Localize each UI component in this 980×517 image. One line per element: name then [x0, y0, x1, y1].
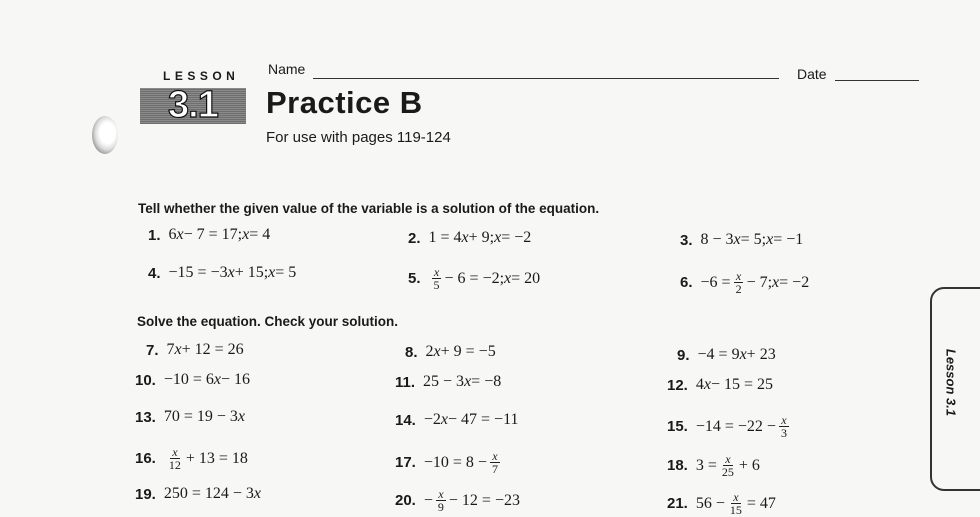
equation-text: − 47 = −11	[448, 411, 519, 428]
lesson-number: 3.1	[168, 84, 218, 126]
problem-number: 16.	[135, 450, 156, 467]
equation-text: − 12 = −23	[448, 491, 520, 509]
variable: x	[253, 485, 262, 502]
problem-10	[135, 371, 250, 389]
equation-text: − 15 = 25	[710, 376, 774, 393]
variable: x	[772, 273, 780, 291]
problem-13	[135, 408, 245, 426]
variable: x	[461, 229, 469, 246]
equation-text: + 13 = 18	[185, 449, 248, 467]
problem-number: 4.	[148, 264, 161, 282]
date-field-line[interactable]	[835, 80, 919, 81]
fraction-numerator: x	[438, 487, 444, 501]
problem-number: 7.	[146, 341, 159, 359]
equation	[426, 343, 496, 361]
equation-text: 70 = 19 − 3	[163, 408, 238, 425]
equation	[429, 229, 532, 247]
equation	[429, 266, 541, 291]
problem-number: 12.	[667, 376, 688, 394]
equation	[698, 346, 776, 364]
equation	[164, 408, 245, 426]
binder-hole-icon	[92, 116, 118, 154]
equation-text: 8 − 3	[700, 231, 734, 248]
equation	[696, 414, 792, 439]
variable: x	[268, 264, 276, 281]
problem-8	[405, 343, 496, 361]
fraction	[734, 270, 744, 295]
equation-text: 25 − 3	[423, 373, 465, 390]
equation	[167, 341, 244, 359]
variable: x	[494, 229, 502, 246]
problem-1	[148, 226, 270, 244]
equation	[423, 373, 501, 391]
equation-text: = 5	[275, 264, 297, 281]
equation	[164, 485, 261, 503]
variable: x	[733, 231, 741, 248]
problem-15	[667, 414, 792, 439]
equation-text: + 23	[746, 346, 776, 363]
problem-2	[408, 229, 531, 247]
variable: x	[213, 371, 222, 388]
variable: x	[242, 226, 250, 243]
equation-text: 2	[425, 343, 434, 360]
equation-text: 3 =	[695, 456, 717, 474]
equation-text: − 7 = 17;	[183, 226, 243, 243]
section1-instruction: Tell whether the given value of the variable is a solution of the equation.	[138, 201, 600, 216]
equation-text: −	[423, 491, 433, 509]
fraction-numerator: x	[733, 490, 739, 504]
fraction-denominator: 15	[729, 503, 742, 517]
fraction-numerator: x	[433, 265, 440, 279]
equation	[696, 376, 773, 394]
problem-number: 21.	[667, 495, 688, 512]
problem-number: 10.	[135, 371, 156, 389]
problem-7	[146, 341, 244, 359]
problem-number: 19.	[135, 485, 156, 503]
equation-text: −14 = −22 −	[695, 417, 776, 435]
problem-number: 18.	[667, 457, 688, 474]
variable: x	[227, 264, 235, 281]
fraction	[779, 414, 789, 439]
equation-text: = −2	[501, 229, 532, 246]
problem-9	[677, 346, 776, 364]
variable: x	[464, 373, 472, 390]
equation	[169, 264, 297, 282]
problem-3	[680, 231, 803, 249]
fraction-denominator: 25	[721, 465, 734, 479]
fraction-denominator: 5	[433, 278, 440, 292]
problem-14	[395, 411, 518, 429]
equation-text: + 12 = 26	[181, 341, 244, 358]
fraction-denominator: 9	[437, 500, 444, 514]
equation-text: −15 = −3	[168, 264, 228, 281]
side-tab-label: Lesson 3.1	[943, 348, 959, 417]
equation-text: −6 =	[700, 273, 731, 291]
equation-text: = −8	[471, 373, 502, 390]
equation-text: + 9 = −5	[440, 343, 496, 360]
variable: x	[174, 341, 182, 358]
problem-18	[667, 453, 760, 478]
problem-number: 5.	[408, 270, 421, 287]
equation	[424, 450, 503, 475]
equation	[164, 446, 248, 471]
variable: x	[433, 343, 441, 360]
variable: x	[766, 231, 774, 248]
problem-11	[395, 373, 501, 391]
equation-text: + 6	[738, 456, 760, 474]
name-label: Name	[268, 61, 306, 77]
date-label: Date	[797, 66, 827, 82]
equation-text: = 47	[746, 494, 776, 512]
variable: x	[176, 226, 184, 243]
fraction-numerator: x	[781, 413, 787, 427]
problem-number: 2.	[408, 229, 421, 247]
fraction-denominator: 7	[491, 462, 498, 476]
equation-text: 56 −	[695, 494, 725, 512]
equation-text: 6	[168, 226, 177, 243]
problem-6	[680, 270, 809, 295]
equation	[169, 226, 271, 244]
equation-text: 4	[695, 376, 704, 393]
equation-text: − 16	[221, 371, 251, 388]
fraction	[720, 453, 736, 478]
problem-number: 6.	[680, 274, 693, 291]
lesson-word: LESSON	[163, 69, 240, 83]
fraction	[432, 266, 442, 291]
problem-number: 8.	[405, 343, 418, 361]
equation-text: 7	[166, 341, 175, 358]
problem-17	[395, 450, 503, 475]
page-title: Practice B	[266, 85, 423, 120]
equation	[701, 231, 804, 249]
variable: x	[703, 376, 711, 393]
equation-text: − 7;	[746, 273, 773, 291]
variable: x	[440, 411, 448, 428]
problem-number: 14.	[395, 411, 416, 429]
fraction-numerator: x	[725, 452, 731, 466]
variable: x	[237, 408, 246, 425]
equation	[696, 491, 776, 516]
problem-number: 9.	[677, 346, 690, 364]
equation	[424, 411, 519, 429]
equation-text: + 9;	[468, 229, 495, 246]
equation-text: = −2	[779, 273, 810, 291]
fraction-numerator: x	[492, 449, 498, 463]
fraction-denominator: 2	[735, 282, 742, 296]
equation-text: 250 = 124 − 3	[163, 485, 254, 502]
problem-number: 15.	[667, 418, 688, 435]
problem-number: 20.	[395, 492, 416, 509]
problem-number: 17.	[395, 454, 416, 471]
problem-21	[667, 491, 776, 516]
fraction-denominator: 3	[780, 426, 787, 440]
problem-5	[408, 266, 540, 291]
section2-instruction: Solve the equation. Check your solution.	[137, 314, 399, 329]
fraction	[167, 446, 183, 471]
fraction-denominator: 12	[168, 458, 181, 472]
equation-text: −10 = 6	[163, 371, 214, 388]
equation-text: + 15;	[234, 264, 269, 281]
fraction-numerator: x	[172, 445, 178, 459]
problem-4	[148, 264, 296, 282]
equation	[164, 371, 250, 389]
equation	[696, 453, 760, 478]
equation-text: = 5;	[740, 231, 767, 248]
fraction-numerator: x	[735, 269, 742, 283]
equation-text: = 20	[511, 269, 541, 287]
fraction	[436, 488, 446, 513]
variable: x	[504, 269, 512, 287]
equation-text: −10 = 8 −	[423, 453, 487, 471]
equation-text: − 6 = −2;	[444, 269, 505, 287]
problem-19	[135, 485, 261, 503]
variable: x	[739, 346, 747, 363]
problem-number: 13.	[135, 408, 156, 426]
equation-text: 1 = 4	[428, 229, 462, 246]
equation-text: = −1	[773, 231, 804, 248]
fraction	[728, 491, 744, 516]
equation-text: −4 = 9	[697, 346, 740, 363]
problem-12	[667, 376, 773, 394]
problem-number: 1.	[148, 226, 161, 244]
problem-20	[395, 488, 520, 513]
problem-16	[135, 446, 248, 471]
equation	[701, 270, 810, 295]
page-subtitle: For use with pages 119-124	[266, 129, 451, 146]
problem-number: 3.	[680, 231, 693, 249]
equation-text: −2	[423, 411, 441, 428]
equation-text: = 4	[249, 226, 271, 243]
name-field-line[interactable]	[313, 78, 779, 79]
problem-number: 11.	[395, 373, 416, 391]
fraction	[490, 450, 500, 475]
equation	[424, 488, 520, 513]
